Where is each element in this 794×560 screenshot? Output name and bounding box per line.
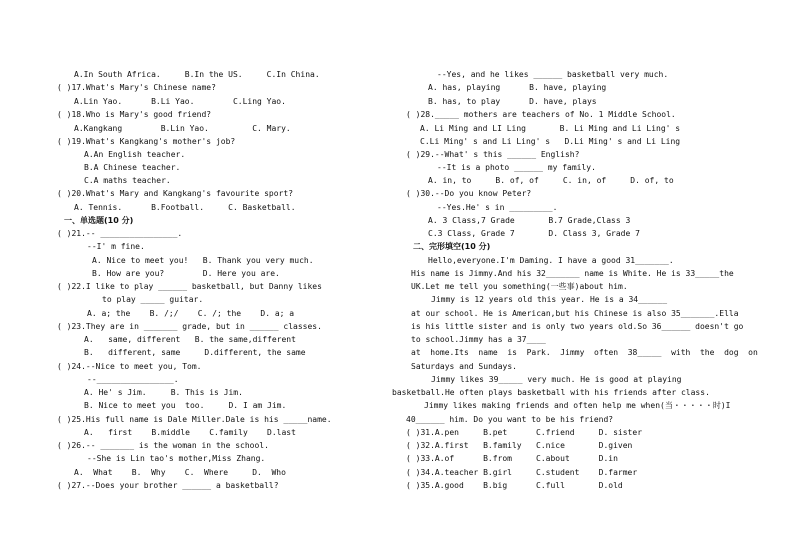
passage-line-3: UK.Let me tell you something(一些事)about him. [411,282,628,291]
q30-response: --Yes.He' s in _________. [437,203,558,212]
passage-line-6: is his little sister and is only two years old.So 36______ doesn't go [411,322,744,331]
q22-question: ( )22.I like to play ______ basketball, but Danny likes [57,282,322,291]
q21-question: ( )21.-- ________________. [57,229,183,238]
q33-options: ( )33.A.of B.from C.about D.in [406,454,618,463]
q19-question: ( )19.What's Kangkang's mother's job? [57,137,236,146]
q25-question: ( )25.His full name is Dale Miller.Dale is his _____name. [57,415,332,424]
section-one-heading: 一、单选题(10 分) [64,216,134,225]
passage-line-1: Hello,everyone.I'm Daming. I have a good 31_______. [428,256,674,265]
q21-response: --I' m fine. [87,242,145,251]
q25-options: A. first B.middle C.family D.last [84,428,296,437]
passage-line-10: Jimmy likes 39_____ very much. He is good at playing [431,375,682,384]
q17-options: A.Lin Yao. B.Li Yao. C.Ling Yao. [74,97,286,106]
q24-response: --________________. [87,375,179,384]
passage-line-2: His name is Jimmy.And his 32_______ name is White. He is 33_____the [411,269,734,278]
passage-line-5: at our school. He is American,but his Chinese is also 35_______.Ella [411,309,739,318]
q22-options: A. a; the B. /;/ C. /; the D. a; a [87,309,295,318]
q17-question: ( )17.What's Mary's Chinese name? [57,83,216,92]
passage-line-11: basketball.He often plays basketball with his friends after class. [392,388,710,397]
q26-question: ( )26.-- _______ is the woman in the school. [57,441,269,450]
q18-question: ( )18.Who is Mary's good friend? [57,110,212,119]
passage-line-12: Jimmy likes making friends and often help me when(当・・・・・时)I [424,401,731,410]
q27-options-cd: B. has, to play D. have, plays [428,97,597,106]
q22-question-cont: to play _____ guitar. [102,295,204,304]
q21-options-ab: A. Nice to meet you! B. Thank you very much. [92,256,314,265]
q28-question: ( )28._____ mothers are teachers of No. 1 Middle School. [406,110,676,119]
q30-options-cd: C.3 Class, Grade 7 D. Class 3, Grade 7 [428,229,640,238]
q19-option-c: C.A maths teacher. [84,176,171,185]
q31-options: ( )31.A.pen B.pet C.friend D. sister [406,428,643,437]
q19-option-b: B.A Chinese teacher. [84,163,181,172]
q35-options: ( )35.A.good B.big C.full D.old [406,481,623,490]
q24-question: ( )24.--Nice to meet you, Tom. [57,362,202,371]
q23-question: ( )23.They are in _______ grade, but in ______ classes. [57,322,322,331]
passage-line-9: Saturdays and Sundays. [411,362,517,371]
q18-options: A.Kangkang B.Lin Yao. C. Mary. [74,124,291,133]
q24-options-cd: B. Nice to meet you too. D. I am Jim. [84,401,287,410]
q27-options-ab: A. has, playing B. have, playing [428,83,607,92]
q26-response: --She is Lin tao's mother,Miss Zhang. [87,454,266,463]
q16-options: A.In South Africa. B.In the US. C.In China. [74,70,320,79]
passage-line-7: to school.Jimmy has a 37____ [411,335,546,344]
q23-options-cd: B. different, same D.different, the same [84,348,306,357]
q23-options-ab: A. same, different B. the same,different [84,335,296,344]
q30-options-ab: A. 3 Class,7 Grade B.7 Grade,Class 3 [428,216,631,225]
q27-response: --Yes, and he likes ______ basketball very much. [437,70,669,79]
passage-line-13: 40______ him. Do you want to be his friend? [406,415,614,424]
passage-line-4: Jimmy is 12 years old this year. He is a 34______ [431,295,668,304]
q21-options-cd: B. How are you? D. Here you are. [92,269,280,278]
q29-response: --It is a photo ______ my family. [437,163,596,172]
q28-options-cd: C.Li Ming' s and Li Ling' s D.Li Ming' s and Li Ling [420,137,681,146]
q32-options: ( )32.A.first B.family C.nice D.given [406,441,633,450]
q26-options: A. What B. Why C. Where D. Who [74,468,286,477]
q24-options-ab: A. He' s Jim. B. This is Jim. [84,388,243,397]
section-two-heading: 二、完形填空(10 分) [413,242,491,251]
q29-question: ( )29.--What' s this ______ English? [406,150,580,159]
q27-question: ( )27.--Does your brother ______ a basketball? [57,481,279,490]
passage-line-8: at home.Its name is Park. Jimmy often 38_____ with the dog on [411,348,758,357]
q20-options: A. Tennis. B.Football. C. Basketball. [74,203,296,212]
q19-option-a: A.An English teacher. [84,150,186,159]
q30-question: ( )30.--Do you know Peter? [406,189,532,198]
q29-options: A. in, to B. of, of C. in, of D. of, to [428,176,674,185]
q20-question: ( )20.What's Mary and Kangkang's favourite sport? [57,189,294,198]
q28-options-ab: A. Li Ming and LI Ling B. Li Ming and Li Ling' s [420,124,681,133]
q34-options: ( )34.A.teacher B.girl C.student D.farmer [406,468,638,477]
